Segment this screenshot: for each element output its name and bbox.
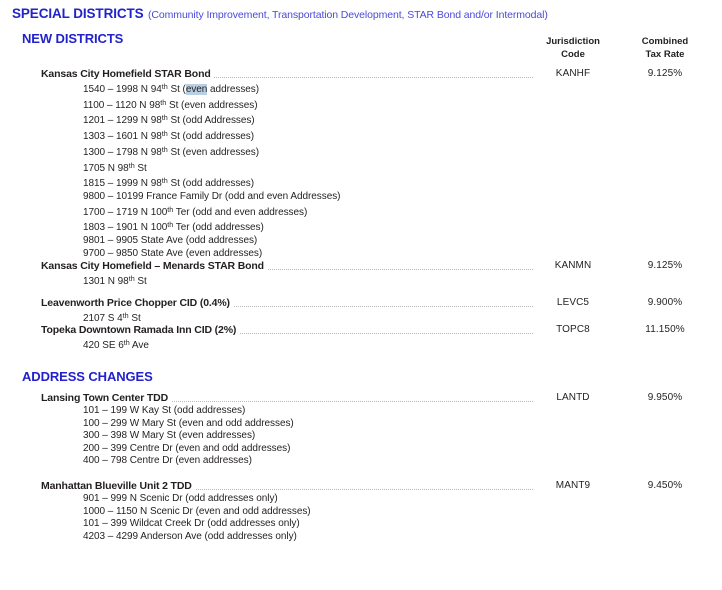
ordinal-suffix: th: [161, 129, 168, 139]
district-entry: [0, 392, 722, 467]
district-entry: [0, 480, 722, 542]
district-header-row: [0, 480, 722, 493]
district-header-row: [0, 68, 722, 81]
section-heading: ADDRESS CHANGES: [22, 369, 153, 384]
address-line: 100 – 299 W Mary St (even and odd addresses): [83, 417, 294, 429]
address-list: [83, 493, 311, 543]
district-header-row: [0, 392, 722, 405]
combined-tax-rate: 9.125%: [626, 260, 704, 271]
district-header-row: [0, 297, 722, 310]
combined-tax-rate: 11.150%: [626, 324, 704, 335]
address-line: 4203 – 4299 Anderson Ave (odd addresses only): [83, 530, 297, 542]
district-header-row: [0, 260, 722, 273]
district-header-row: [0, 324, 722, 337]
address-line: 901 – 999 N Scenic Dr (odd addresses only): [83, 493, 278, 504]
district-name: Topeka Downtown Ramada Inn CID (2%): [41, 324, 239, 336]
column-header-combined-tax-rate: [626, 36, 704, 61]
column-header-jurisdiction-line1: Jurisdiction: [546, 36, 600, 47]
jurisdiction-code: LEVC5: [534, 297, 612, 308]
district-name: Lansing Town Center TDD: [41, 392, 171, 404]
address-line: 300 – 398 W Mary St (even addresses): [83, 430, 256, 442]
address-line: 200 – 399 Centre Dr (even and odd addresses): [83, 442, 291, 454]
address-line: 1000 – 1150 N Scenic Dr (even and odd addresses): [83, 505, 311, 517]
district-entry: [0, 324, 722, 352]
district-name: Kansas City Homefield – Menards STAR Bond: [41, 260, 267, 272]
address-line: 1100 – 1120 N 98th St (even addresses): [83, 97, 258, 111]
column-header-jurisdiction-line2: Code: [561, 48, 585, 60]
address-line: 1815 – 1999 N 98th St (odd addresses): [83, 176, 255, 190]
ordinal-suffix: th: [167, 204, 174, 214]
document-title-subtitle: (Community Improvement, Transportation Development, STAR Bond and/or Intermodal): [148, 9, 548, 21]
column-header-jurisdiction-code: [534, 36, 612, 61]
ordinal-suffix: th: [161, 82, 168, 91]
highlighted-text: even: [185, 84, 208, 96]
ordinal-suffix: th: [123, 338, 130, 347]
district-entry: [0, 260, 722, 288]
ordinal-suffix: th: [167, 220, 174, 230]
address-list: [83, 273, 147, 289]
jurisdiction-code: MANT9: [534, 480, 612, 491]
jurisdiction-code: LANTD: [534, 392, 612, 403]
district-name: Manhattan Blueville Unit 2 TDD: [41, 480, 195, 492]
column-header-rate-line2: Tax Rate: [645, 48, 685, 60]
address-line: 420 SE 6th Ave: [83, 338, 149, 352]
address-line: 1803 – 1901 N 100th Ter (odd addresses): [83, 220, 264, 234]
address-line: 1301 N 98th St: [83, 274, 147, 288]
ordinal-suffix: th: [160, 97, 167, 107]
address-line: 1700 – 1719 N 100th Ter (odd and even addresses): [83, 204, 308, 218]
address-line: 2107 S 4th St: [83, 311, 141, 325]
ordinal-suffix: th: [128, 160, 135, 170]
address-line: 1705 N 98th St: [83, 160, 147, 174]
document-title: [12, 7, 548, 22]
ordinal-suffix: th: [161, 176, 168, 186]
jurisdiction-code: KANMN: [534, 260, 612, 271]
ordinal-suffix: th: [122, 311, 129, 320]
jurisdiction-code: TOPC8: [534, 324, 612, 335]
address-line: 1201 – 1299 N 98th St (odd Addresses): [83, 113, 255, 127]
ordinal-suffix: th: [161, 113, 168, 123]
address-line: 400 – 798 Centre Dr (even addresses): [83, 455, 252, 467]
address-list: [83, 405, 294, 468]
address-list: [83, 337, 149, 353]
address-line: 9800 – 10199 France Family Dr (odd and even Addresses): [83, 191, 341, 203]
ordinal-suffix: th: [128, 274, 135, 283]
address-line: 9700 – 9850 State Ave (even addresses): [83, 247, 263, 259]
combined-tax-rate: 9.450%: [626, 480, 704, 491]
address-line: 1300 – 1798 N 98th St (even addresses): [83, 144, 259, 159]
address-line: 101 – 399 Wildcat Creek Dr (odd addresses only): [83, 518, 300, 530]
jurisdiction-code: KANHF: [534, 68, 612, 79]
combined-tax-rate: 9.950%: [626, 392, 704, 403]
address-line: 1303 – 1601 N 98th St (odd addresses): [83, 129, 255, 143]
combined-tax-rate: 9.125%: [626, 68, 704, 79]
district-name: Kansas City Homefield STAR Bond: [41, 68, 214, 80]
section-heading: NEW DISTRICTS: [22, 31, 124, 46]
document-title-main: SPECIAL DISTRICTS: [12, 6, 144, 21]
combined-tax-rate: 9.900%: [626, 297, 704, 308]
column-header-rate-line1: Combined: [641, 36, 689, 47]
address-list: [83, 81, 340, 260]
address-line: 1540 – 1998 N 94th St (even addresses): [83, 82, 260, 96]
address-line: 101 – 199 W Kay St (odd addresses): [83, 405, 246, 416]
address-line: 9801 – 9905 State Ave (odd addresses): [83, 235, 258, 247]
district-entry: [0, 68, 722, 259]
district-name: Leavenworth Price Chopper CID (0.4%): [41, 297, 233, 309]
district-entry: [0, 297, 722, 325]
ordinal-suffix: th: [161, 144, 168, 154]
